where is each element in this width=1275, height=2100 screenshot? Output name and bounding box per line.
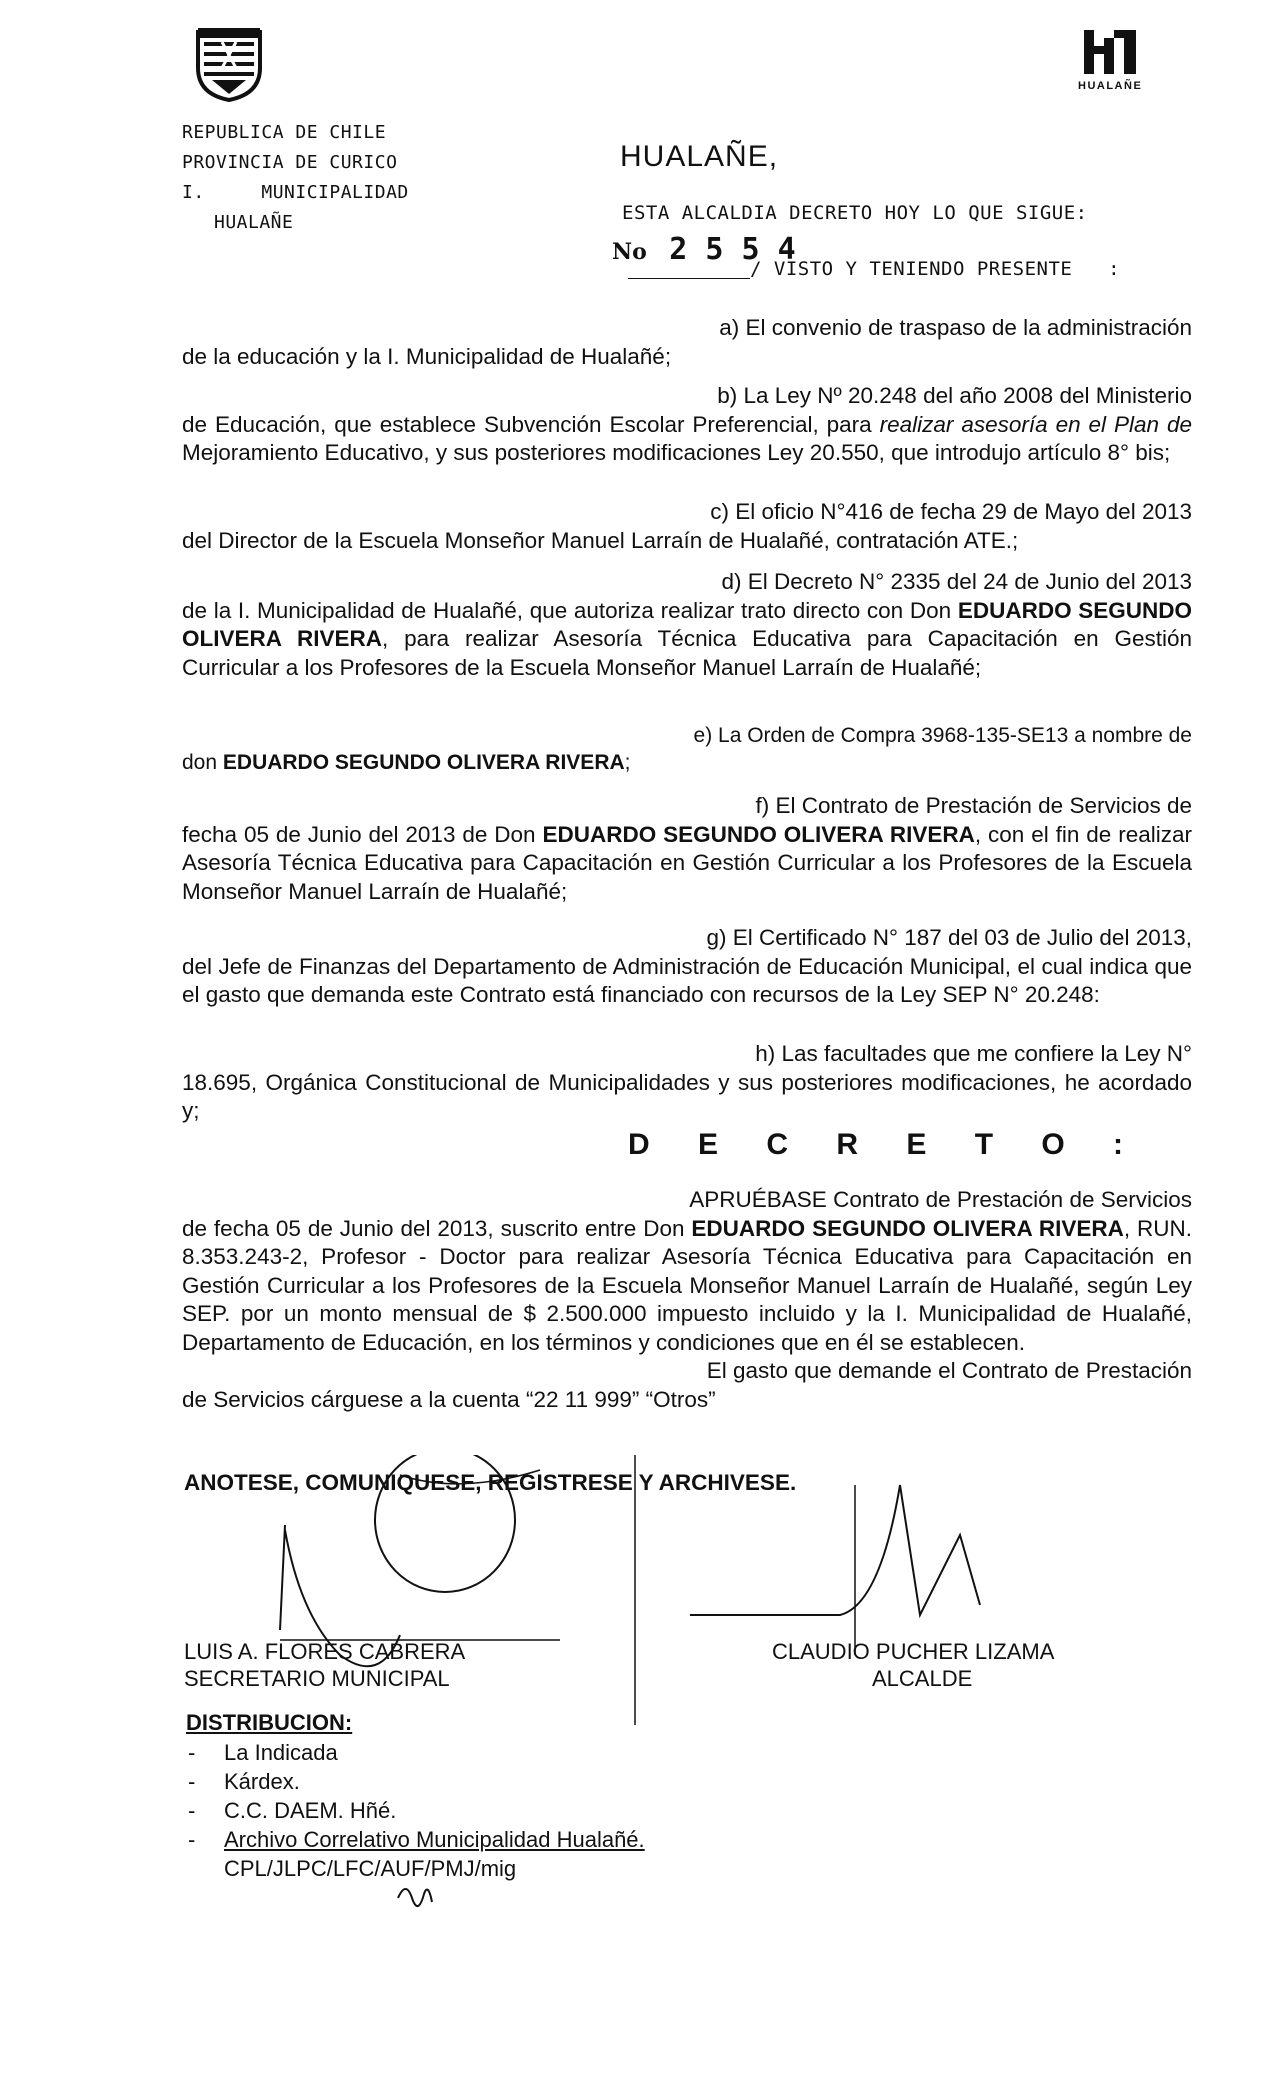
signature-right-title: ALCALDE [872,1666,973,1691]
consideration-a-lead: a) El convenio de traspaso de la administración [719,315,1192,340]
consideration-g-lead: g) El Certificado N° 187 del 03 de Julio del 2013, [706,925,1192,950]
consideration-a-rest: de la educación y la I. Municipalidad de Hualañé; [182,343,672,369]
closing-line: ANOTESE, COMUNIQUESE, REGISTRESE Y ARCHIVESE. [184,1470,797,1495]
decree-number: 2 5 5 4 [669,232,796,267]
resolution-rest-2: , RUN. 8.353.243-2, Profesor - Doctor para realizar Asesoría Técnica Educativa para Capacitación en Gestión Curricular a los Profesores de la Escuela Monseñor Manuel Larraín de Hualañé, según Ley SEP. por un monto mensual de $ 2.500.000 impuesto incluido y la I. Municipalidad de Hualañé, Departamento de Educación, en los términos y condiciones que en él se establecen. [182,1215,1192,1355]
consideration-b-body [182,411,1192,468]
distribution-item-text: Archivo Correlativo Municipalidad Hualañé. [224,1827,645,1852]
consideration-b-rest-2: Mejoramiento Educativo, y sus posteriores modificaciones Ley 20.550, que introdujo artículo 8° bis; [182,440,1171,465]
list-item: - Kárdex. [188,1769,300,1794]
visto-line: / VISTO Y TENIENDO PRESENTE : [750,258,1121,280]
consideration-f-rest-1: fecha 05 de Junio del 2013 de Don [182,821,536,847]
decree-number-underline [628,278,750,279]
hualane-logo [1082,26,1142,76]
header-left-block [182,118,409,238]
header-line-provincia: PROVINCIA DE CURICO [182,152,398,173]
consideration-c-rest: del Director de la Escuela Monseñor Manuel Larraín de Hualañé, contratación ATE.; [182,527,1019,553]
consideration-h-lead: h) Las facultades que me confiere la Ley N° [755,1041,1192,1066]
consideration-f-body [182,821,1192,907]
consideration-e-body [182,749,1192,776]
consideration-b [182,382,1192,468]
resolution-name: EDUARDO SEGUNDO OLIVERA RIVERA [691,1215,1124,1241]
alcaldia-line: ESTA ALCALDIA DECRETO HOY LO QUE SIGUE: [622,202,1088,224]
resolution-rest-1: de fecha 05 de Junio del 2013, suscrito entre Don [182,1215,685,1241]
distribution-title: DISTRIBUCION: [186,1710,353,1735]
resolution-gasto-rest: de Servicios cárguese a la cuenta “22 11 999” “Otros” [182,1386,716,1412]
consideration-f-rest-2: , con el fin de realizar Asesoría Técnica Educativa para Capacitación en Gestión Curricular a los Profesores de la Escuela Monseñor Manuel Larraín de Hualañé; [182,821,1192,904]
signature-left-title: SECRETARIO MUNICIPAL [184,1666,450,1691]
header-line-municipalidad: I. MUNICIPALIDAD [182,182,409,203]
resolution-gasto-lead: El gasto que demande el Contrato de Prestación [706,1358,1192,1383]
consideration-d-rest-2: , para realizar Asesoría Técnica Educativa para Capacitación en Gestión Curricular a los Profesores de la Escuela Monseñor Manuel Larraín de Hualañé; [182,626,1192,680]
consideration-e-name: EDUARDO SEGUNDO OLIVERA RIVERA [222,751,625,774]
header-line-republica: REPUBLICA DE CHILE [182,122,387,143]
distribution-initials: CPL/JLPC/LFC/AUF/PMJ/mig [224,1856,517,1881]
consideration-d-rest-1: de la I. Municipalidad de Hualañé, que autoriza realizar trato directo con Don [182,597,952,623]
consideration-h [182,1040,1192,1126]
consideration-e-rest-1: don [182,751,218,774]
consideration-f-lead: f) El Contrato de Prestación de Servicios de [755,793,1192,818]
header-city: HUALAÑE, [620,140,779,173]
consideration-c [182,498,1192,555]
resolution-paragraph [182,1186,1192,1414]
signature-left-name: LUIS A. FLORES CABRERA [184,1639,466,1664]
distribution-list [188,1738,645,1883]
consideration-e [182,722,1192,776]
consideration-h-rest: 18.695, Orgánica Constitucional de Municipalidades y sus posteriores modificaciones, he acordado y; [182,1069,1192,1123]
resolution-body [182,1215,1192,1358]
consideration-d-name: EDUARDO SEGUNDO OLIVERA RIVERA [182,597,1192,651]
handwritten-mark [392,1876,436,1920]
decreto-title: D E C R E T O : [628,1128,1144,1161]
distribution-item-text: C.C. DAEM. Hñé. [224,1798,397,1823]
consideration-d-body [182,597,1192,683]
consideration-e-lead: e) La Orden de Compra 3968-135-SE13 a nombre de [693,724,1192,747]
distribution-item-text: La Indicada [224,1740,338,1765]
consideration-d-lead: d) El Decreto N° 2335 del 24 de Junio del 2013 [721,569,1192,594]
list-item: - La Indicada [188,1740,338,1765]
municipal-crest-logo [192,24,266,102]
signature-right-name: CLAUDIO PUCHER LIZAMA [772,1639,1055,1664]
logo-right-text: HUALAÑE [1078,80,1143,92]
consideration-c-lead: c) El oficio N°416 de fecha 29 de Mayo del 2013 [710,499,1192,524]
distribution-item-text: Kárdex. [224,1769,300,1794]
consideration-a [182,314,1192,371]
consideration-b-italic: realizar asesoría en el Plan de [879,411,1192,437]
list-item: - C.C. DAEM. Hñé. [188,1798,397,1823]
consideration-f-name: EDUARDO SEGUNDO OLIVERA RIVERA [542,821,975,847]
consideration-b-lead: b) La Ley Nº 20.248 del año 2008 del Ministerio [717,383,1192,408]
consideration-e-rest-2: ; [624,751,631,774]
consideration-f [182,792,1192,906]
consideration-d [182,568,1192,682]
header-line-hualane: HUALAÑE [214,212,294,233]
consideration-g-rest: del Jefe de Finanzas del Departamento de Administración de Educación Municipal, el cual indica que el gasto que demanda este Contrato está financiado con recursos de la Ley SEP N° 20.248: [182,953,1192,1007]
list-item: - Archivo Correlativo Municipalidad Hualañé. [188,1827,645,1852]
consideration-g [182,924,1192,1010]
consideration-b-rest-1: de Educación, que establece Subvención Escolar Preferencial, para [182,411,872,437]
resolution-lead: APRUÉBASE Contrato de Prestación de Servicios [689,1187,1192,1212]
decree-number-prefix: No [612,239,647,265]
